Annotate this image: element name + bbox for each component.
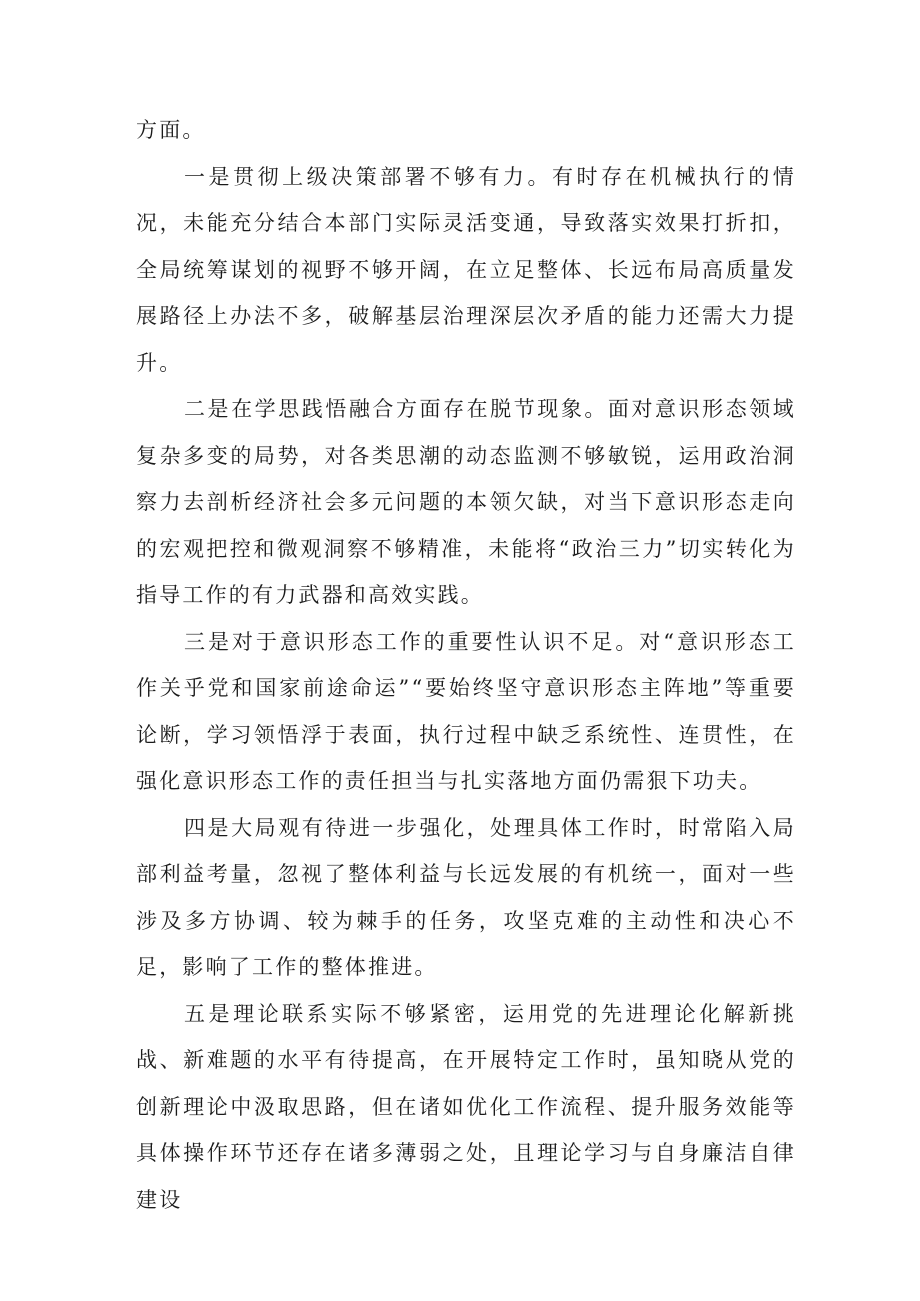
paragraph-continuation: 方面。: [136, 118, 206, 142]
paragraph-point-three: 三是对于意识形态工作的重要性认识不足。对“意识形态工作关乎党和国家前途命运”“要始终坚守意识形态主阵地”等重要论断，学习领悟浮于表面，执行过程中缺乏系统性、连贯性，在强化意识形态工作的责任担当与扎实落地方面仍需狠下功夫。: [136, 629, 796, 793]
paragraph-point-five: 五是理论联系实际不够紧密，运用党的先进理论化解新挑战、新难题的水平有待提高，在开展特定工作时，虽知晓从党的创新理论中汲取思路，但在诸如优化工作流程、提升服务效能等具体操作环节还存在诸多薄弱之处，且理论学习与自身廉洁自律建设: [136, 1001, 796, 1212]
document-body: [136, 107, 796, 1223]
paragraph-point-four: 四是大局观有待进一步强化，处理具体工作时，时常陷入局部利益考量，忽视了整体利益与长远发展的有机统一，面对一些涉及多方协调、较为棘手的任务，攻坚克难的主动性和决心不足，影响了工作的整体推进。: [136, 815, 796, 979]
paragraph-point-two: 二是在学思践悟融合方面存在脱节现象。面对意识形态领域复杂多变的局势，对各类思潮的动态监测不够敏锐，运用政治洞察力去剖析经济社会多元问题的本领欠缺，对当下意识形态走向的宏观把控和微观洞察不够精准，未能将“政治三力”切实转化为指导工作的有力武器和高效实践。: [136, 397, 796, 607]
paragraph-point-one: 一是贯彻上级决策部署不够有力。有时存在机械执行的情况，未能充分结合本部门实际灵活变通，导致落实效果打折扣，全局统筹谋划的视野不够开阔，在立足整体、长远布局高质量发展路径上办法不多，破解基层治理深层次矛盾的能力还需大力提升。: [136, 164, 796, 375]
